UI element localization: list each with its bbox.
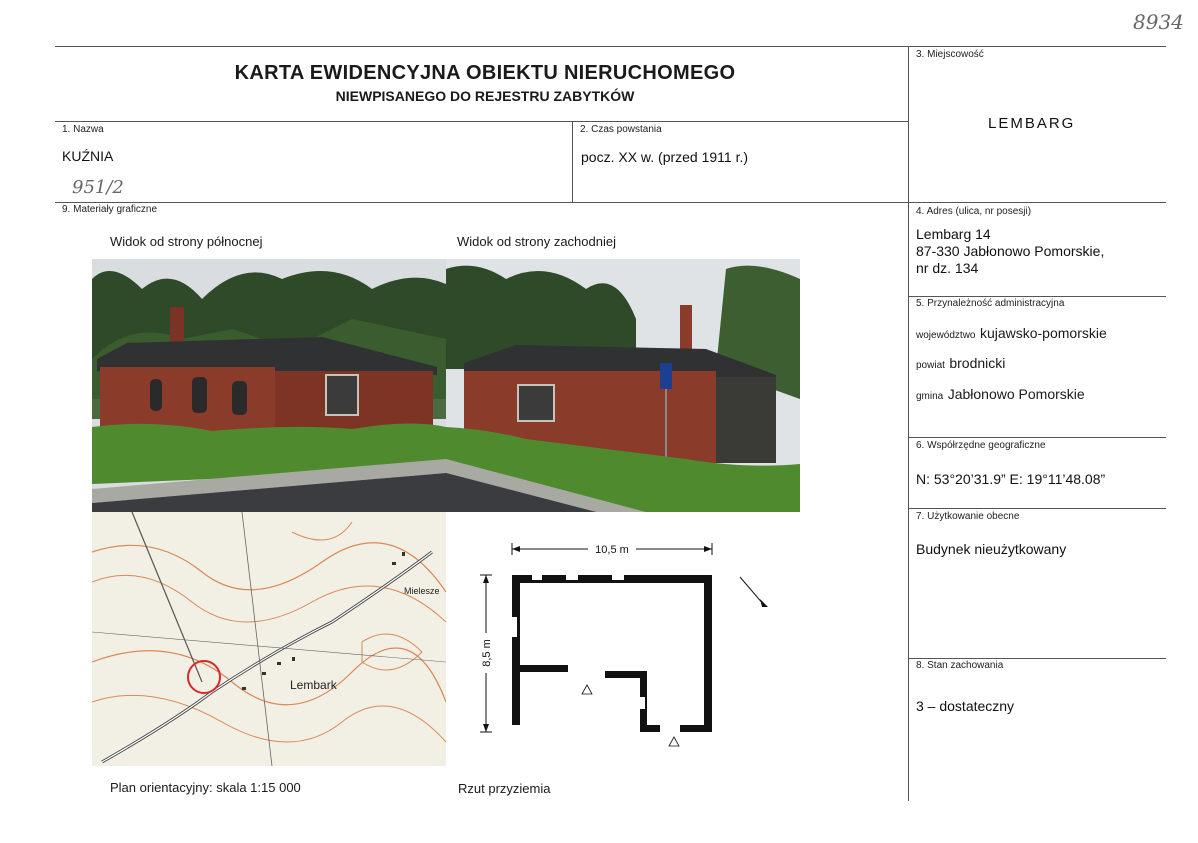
right-column-border	[908, 46, 909, 801]
nazwa-value: KUŹNIA	[62, 148, 114, 164]
nazwa-label: 1. Nazwa	[62, 124, 104, 135]
map-label-mieleszewo: Mielesze	[404, 586, 440, 596]
adres-line3: nr dz. 134	[916, 260, 979, 276]
right-divider-2	[909, 437, 1166, 438]
gmina-value: Jabłonowo Pomorskie	[947, 386, 1085, 402]
corner-hand-note: 8934	[1133, 10, 1184, 34]
right-divider-1	[909, 296, 1166, 297]
gmina-prefix: gmina	[916, 391, 944, 402]
map-label-lembark: Lembark	[290, 678, 337, 692]
przynaleznosc-label: 5. Przynależność administracyjna	[916, 298, 1065, 309]
stan-value: 3 – dostateczny	[916, 698, 1015, 714]
miejscowosc-value: LEMBARG	[988, 115, 1076, 132]
nazwa-hand-note: 951/2	[72, 177, 124, 198]
wspolrzedne-label: 6. Współrzędne geograficzne	[916, 440, 1046, 451]
top-border	[55, 46, 1166, 47]
wojewodztwo-prefix: województwo	[916, 330, 976, 341]
document-title: KARTA EWIDENCYJNA OBIEKTU NIERUCHOMEGO	[234, 62, 736, 84]
wojewodztwo-row	[916, 325, 1107, 343]
photo-west-view	[446, 259, 800, 512]
plan-width-label: 10,5 m	[595, 544, 629, 556]
right-divider-4	[909, 658, 1166, 659]
powiat-value: brodnicki	[949, 355, 1006, 371]
adres-line1: Lembarg 14	[916, 226, 991, 242]
adres-label: 4. Adres (ulica, nr posesji)	[916, 206, 1032, 217]
czas-label: 2. Czas powstania	[580, 124, 662, 135]
floor-plan	[470, 535, 790, 760]
photo-north-view	[92, 259, 446, 512]
powiat-prefix: powiat	[916, 360, 945, 371]
document-subtitle: NIEWPISANEGO DO REJESTRU ZABYTKÓW	[335, 88, 635, 104]
plan-depth-label: 8,5 m	[481, 639, 493, 667]
caption-north-view: Widok od strony północnej	[110, 234, 263, 249]
orientation-map	[92, 512, 446, 766]
stan-label: 8. Stan zachowania	[916, 660, 1004, 671]
wspolrzedne-value: N: 53°20’31.9” E: 19°11’48.08”	[916, 471, 1106, 487]
caption-map: Plan orientacyjny: skala 1:15 000	[110, 780, 301, 795]
uzytkowanie-value: Budynek nieużytkowany	[916, 541, 1067, 557]
uzytkowanie-label: 7. Użytkowanie obecne	[916, 511, 1020, 522]
right-divider-3	[909, 508, 1166, 509]
header-divider	[55, 121, 909, 122]
miejscowosc-label: 3. Miejscowość	[916, 49, 984, 60]
gmina-row	[916, 386, 1085, 404]
wojewodztwo-value: kujawsko-pomorskie	[979, 325, 1107, 341]
czas-value: pocz. XX w. (przed 1911 r.)	[581, 149, 749, 165]
powiat-row	[916, 355, 1005, 373]
name-time-divider	[572, 121, 573, 203]
caption-west-view: Widok od strony zachodniej	[457, 234, 616, 249]
materialy-label: 9. Materiały graficzne	[62, 204, 158, 215]
name-row-divider	[55, 202, 1166, 203]
caption-plan: Rzut przyziemia	[458, 781, 551, 796]
adres-line2: 87-330 Jabłonowo Pomorskie,	[916, 243, 1105, 259]
